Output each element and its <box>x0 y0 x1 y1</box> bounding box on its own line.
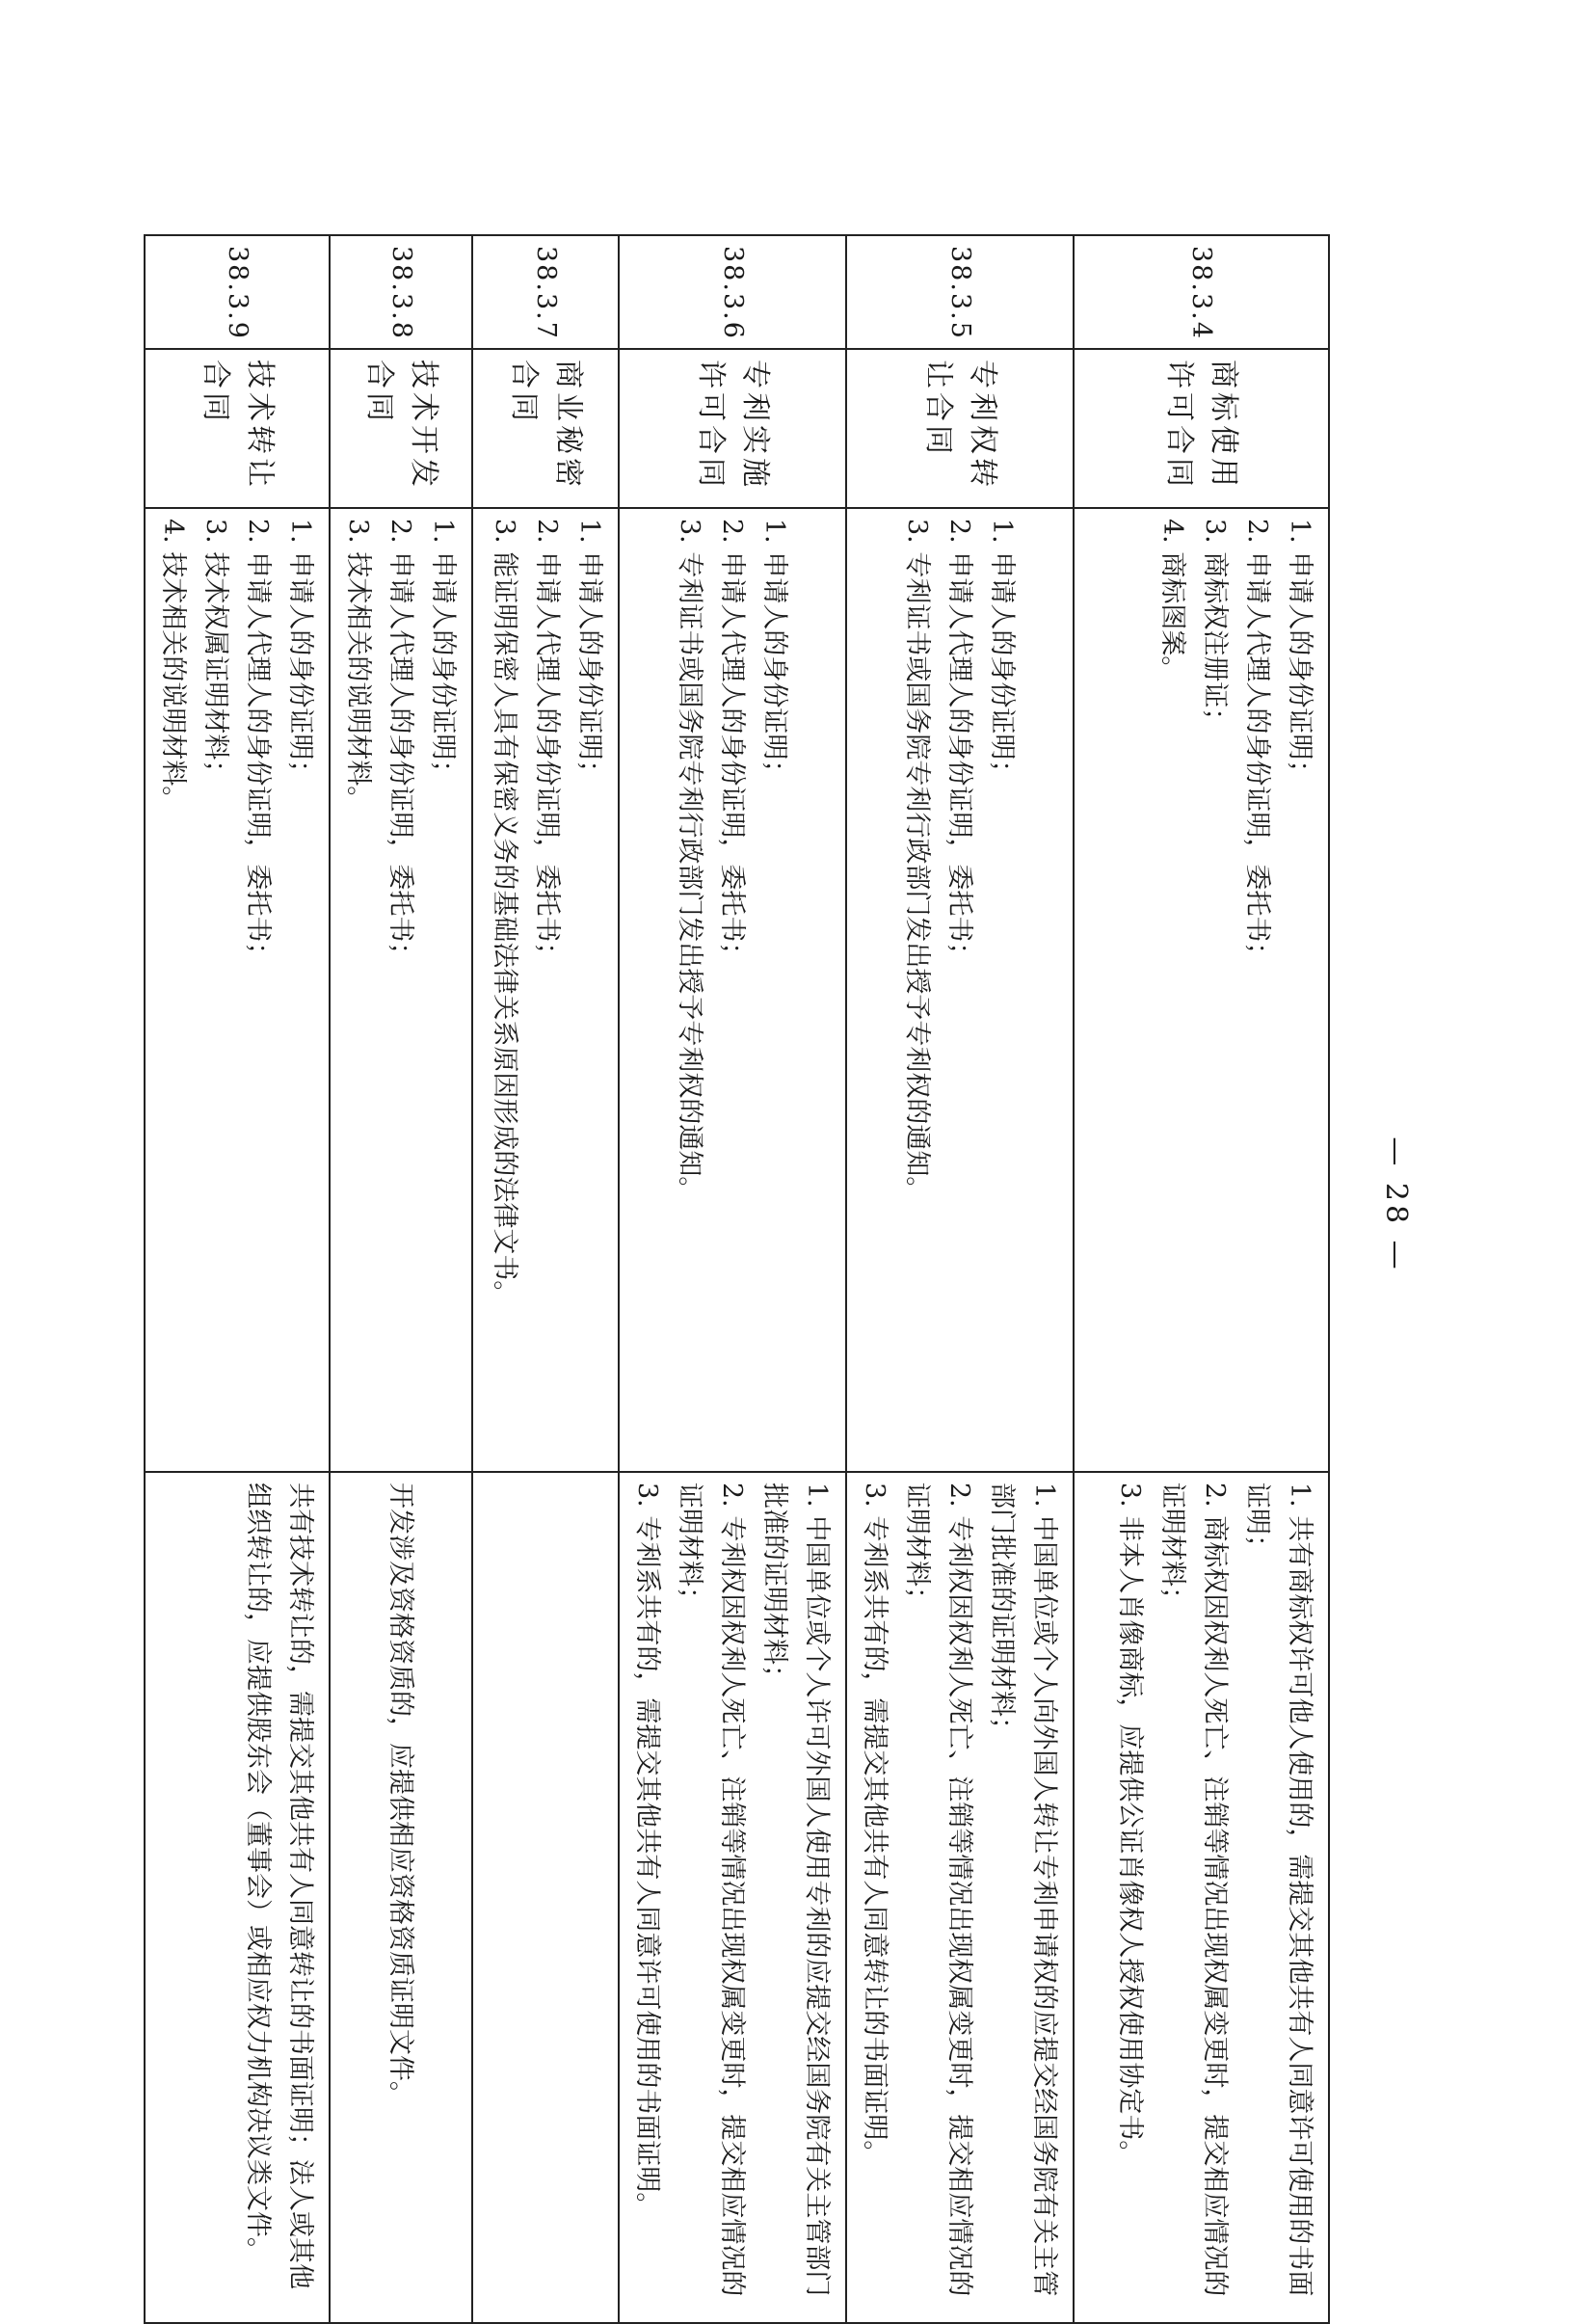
other-item: 开发涉及资格资质的，应提供相应资格资质证明文件。 <box>385 1483 415 2107</box>
table-row <box>1074 235 1329 2323</box>
other-item: 2. 商标权因权利人死亡、注销等情况出现权属变更时，提交相应情况的证明材料； <box>1157 1483 1230 2297</box>
requirement-item: 2. 申请人代理人的身份证明，委托书； <box>1242 519 1272 969</box>
item-number: 38.3.8 <box>330 235 472 349</box>
requirement-item: 2. 申请人代理人的身份证明，委托书； <box>717 519 747 969</box>
required-materials <box>846 508 1074 1472</box>
item-number: 38.3.4 <box>1074 235 1329 349</box>
required-materials <box>145 508 330 1472</box>
requirement-item: 1. 申请人的身份证明； <box>428 519 458 787</box>
requirement-item: 2. 申请人代理人的身份证明，委托书； <box>944 519 974 969</box>
contract-type: 技术开发合同 <box>330 349 472 508</box>
other-requirements <box>330 1472 472 2323</box>
requirement-item: 1. 申请人的身份证明； <box>759 519 789 787</box>
contract-type: 专利权转让合同 <box>846 349 1074 508</box>
requirement-item: 3. 商标权注册证； <box>1200 519 1230 735</box>
item-number: 38.3.5 <box>846 235 1074 349</box>
required-materials <box>619 508 846 1472</box>
other-item: 2. 专利权因权利人死亡、注销等情况出现权属变更时，提交相应情况的证明材料； <box>675 1483 747 2297</box>
requirements-table <box>144 234 1330 2324</box>
requirement-item: 3. 技术相关的说明材料。 <box>343 519 373 813</box>
other-item: 3. 专利系共有的，需提交其他共有人同意转让的书面证明。 <box>860 1483 889 2167</box>
contract-type: 商标使用许可合同 <box>1074 349 1329 508</box>
contract-type: 专利实施许可合同 <box>619 349 846 508</box>
page-number: — 28 — <box>1379 1136 1413 1273</box>
requirement-item: 2. 申请人代理人的身份证明，委托书； <box>532 519 562 969</box>
other-item: 1. 中国单位或个人许可外国人使用专利的应提交经国务院有关主管部门批准的证明材料； <box>759 1483 832 2297</box>
required-materials <box>472 508 619 1472</box>
contract-type: 商业秘密合同 <box>472 349 619 508</box>
other-item: 3. 非本人肖像商标，应提供公证肖像权人授权使用协定书。 <box>1115 1483 1145 2167</box>
requirement-item: 3. 专利证书或国务院专利行政部门发出授予专利权的通知。 <box>902 519 932 1203</box>
item-number: 38.3.7 <box>472 235 619 349</box>
table-row <box>330 235 472 2323</box>
other-requirements <box>619 1472 846 2323</box>
requirement-item: 4. 商标图案。 <box>1157 519 1187 682</box>
requirement-item: 3. 技术权属证明材料； <box>200 519 230 787</box>
other-item: 2. 专利权因权利人死亡、注销等情况出现权属变更时，提交相应情况的证明材料； <box>902 1483 974 2297</box>
table-row <box>145 235 330 2323</box>
requirement-item: 1. 申请人的身份证明； <box>574 519 604 787</box>
requirement-item: 1. 申请人的身份证明； <box>1285 519 1314 787</box>
requirement-item: 2. 申请人代理人的身份证明，委托书； <box>243 519 273 969</box>
other-requirements <box>472 1472 619 2323</box>
table-row <box>619 235 846 2323</box>
table-row <box>472 235 619 2323</box>
other-requirements <box>1074 1472 1329 2323</box>
required-materials <box>330 508 472 1472</box>
requirement-item: 1. 申请人的身份证明； <box>987 519 1017 787</box>
other-item: 共有技术转让的，需提交其他共有人同意转让的书面证明；法人或其他组织转让的，应提供股东会（董事会）或相应权力机构决议类文件。 <box>243 1483 315 2289</box>
requirement-item: 4. 技术相关的说明材料。 <box>158 519 188 813</box>
table-row <box>846 235 1074 2323</box>
other-item: 1. 中国单位或个人向外国人转让专利申请权的应提交经国务院有关主管部门批准的证明材料； <box>987 1483 1059 2297</box>
contract-type: 技术转让合同 <box>145 349 330 508</box>
item-number: 38.3.9 <box>145 235 330 349</box>
rotated-page <box>158 234 1330 2322</box>
requirement-item: 3. 专利证书或国务院专利行政部门发出授予专利权的通知。 <box>675 519 704 1203</box>
requirement-item: 3. 能证明保密人具有保密义务的基础法律关系原因形成的法律文书。 <box>490 519 519 1307</box>
required-materials <box>1074 508 1329 1472</box>
other-item: 1. 共有商标权许可他人使用的，需提交其他共有人同意许可使用的书面证明； <box>1242 1483 1314 2297</box>
requirement-item: 2. 申请人代理人的身份证明，委托书； <box>385 519 415 969</box>
item-number: 38.3.6 <box>619 235 846 349</box>
other-requirements <box>846 1472 1074 2323</box>
other-requirements <box>145 1472 330 2323</box>
other-item: 3. 专利系共有的，需提交其他共有人同意许可使用的书面证明。 <box>632 1483 662 2219</box>
requirement-item: 1. 申请人的身份证明； <box>285 519 315 787</box>
